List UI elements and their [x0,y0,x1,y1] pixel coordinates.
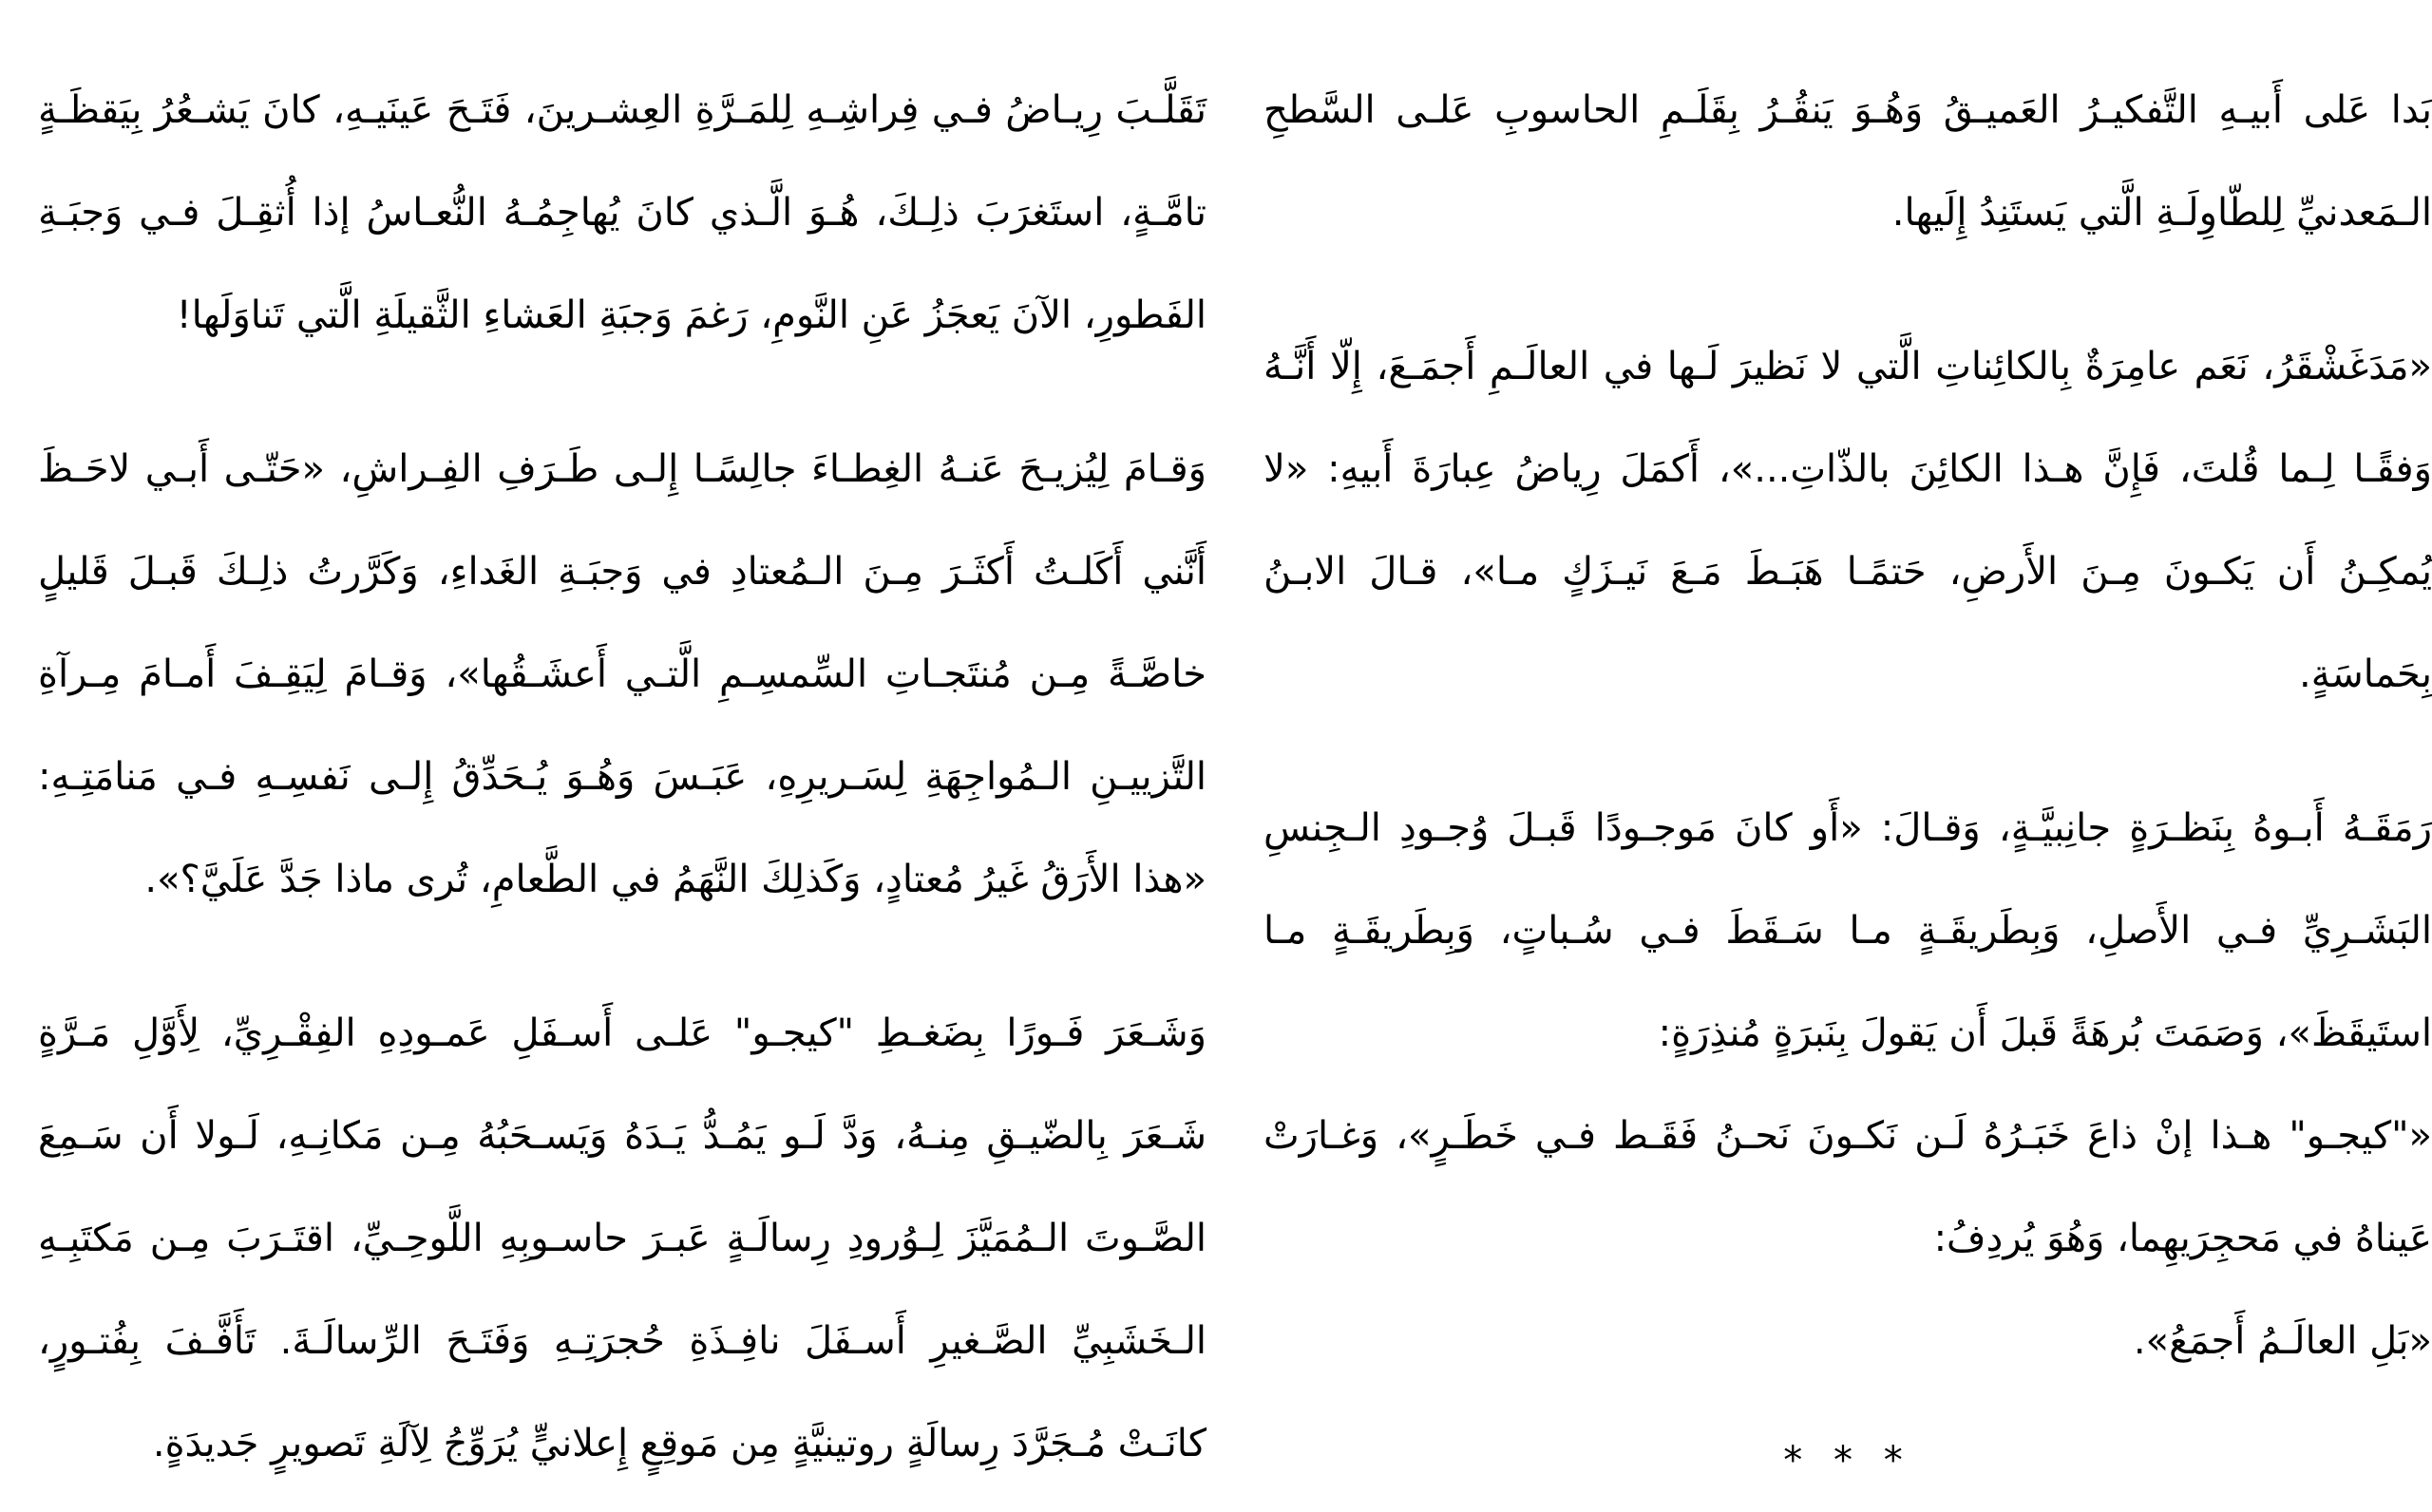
paragraph: وَقـامَ لِيُزيـحَ عَنـهُ الغِطـاءَ جالِسًـا إِلـى طَـرَفِ الفِـراشِ، «حَتّـى أَبـي لاحَـظَ أَنَّني أَكَلـتُ أَكثَـرَ مِـنَ الـمُعتادِ في وَجبَـةِ الغَداءِ، وَكَرَّرتُ ذلِـكَ قَبـلَ قَليلٍ خاصَّـةً مِـن مُنتَجـاتِ السِّمسِـمِ الَّتـي أَعشَـقُها»، وَقـامَ لِيَقِـفَ أَمـامَ مِـرآةِ التَّزييـنِ الـمُواجِهَةِ لِسَـريرِهِ، عَبَـسَ وَهُـوَ يُـحَدِّقُ إِلـى نَفسِـهِ فـي مَنامَتِـهِ: «هذا الأَرَقُ غَيرُ مُعتادٍ، وَكَذلِكَ النَّهَمُ في الطَّعامِ، تُرى ماذا جَدَّ عَلَيَّ؟». [38,447,1206,901]
paragraph: بَدا عَلى أَبيـهِ التَّفكيـرُ العَميـقُ وَهُـوَ يَنقُـرُ بِقَلَـمِ الحاسوبِ عَلـى السَّطحِ الـمَعدنيِّ لِلطّاوِلَـةِ الَّتي يَستَنِدُ إِلَيها. [1264,88,2432,235]
paragraph: «"كيجـو" هـذا إنْ ذاعَ خَبَـرُهُ لَـن نَكـونَ نَحـنُ فَقَـط فـي خَطَـرٍ»، وَغـارَتْ عَيناهُ في مَحجِرَيهِما، وَهُوَ يُردِفُ: [1264,1114,2432,1260]
section-separator: * * * [1783,1439,1912,1483]
paragraph: رَمَقَـهُ أَبـوهُ بِنَظـرَةٍ جانِبيَّـةٍ، وَقـالَ: «أَو كانَ مَوجـودًا قَبـلَ وُجـودِ الـجِنسِ البَشَـرِيِّ فـي الأَصلِ، وَبِطَريقَـةٍ مـا سَـقَطَ فـي سُـباتٍ، وَبِطَريقَـةٍ مـا استَيقَظَ»، وَصَمَتَ بُرهَةً قَبلَ أَن يَقولَ بِنَبرَةٍ مُنذِرَةٍ: [1264,806,2432,1055]
paragraph: وَشَـعَرَ فَـورًا بِضَغـطِ "كيجـو" عَلـى أَسـفَلِ عَمـودِهِ الفِقْـرِيِّ، لِأَوَّلِ مَـرَّةٍ شَـعَرَ بِالضّيـقِ مِنـهُ، وَدَّ لَـو يَمُـدُّ يَـدَهُ وَيَسـحَبُهُ مِـن مَكانِـهِ، لَـولا أَن سَـمِعَ الصَّـوتَ الـمُمَيَّزَ لِـوُرودِ رِسالَـةٍ عَبـرَ حاسـوبِهِ اللَّوحِـيِّ، اقتَـرَبَ مِـن مَكتَبِـهِ الـخَشَبِيِّ الصَّـغيرِ أَسـفَلَ نافِـذَةِ حُجرَتِـهِ وَفَتَـحَ الرِّسالَـةَ. تَأَفَّـفَ بِفُتـورٍ، كانَـتْ مُـجَرَّدَ رِسالَةٍ روتينيَّةٍ مِن مَوقِعٍ إِعلانيٍّ يُرَوِّجُ لِآلَةِ تَصويرٍ جَديدَةٍ. [38,1011,1206,1465]
paragraph: «بَلِ العالَـمُ أَجمَعُ». [2133,1319,2432,1363]
paragraph: تَقَلَّـبَ رِيـاضُ فـي فِراشِـهِ لِلمَـرَّةِ العِشـرينَ، فَتَـحَ عَينَيـهِ، كانَ يَشـعُرُ بِيَقظَـةٍ تامَّـةٍ، استَغرَبَ ذلِـكَ، هُـوَ الَّـذي كانَ يُهاجِمُـهُ النُّعـاسُ إذا أُثقِـلَ فـي وَجبَـةِ الفَطورِ، الآنَ يَعجَزُ عَنِ النَّومِ، رَغمَ وَجبَةِ العَشاءِ الثَّقيلَةِ الَّتي تَناوَلَها! [38,88,1206,337]
right-page-column [1264,59,2432,1512]
paragraph: «مَدَغَشْقَرُ، نَعَم عامِرَةٌ بِالكائِناتِ الَّتي لا نَظيرَ لَـها في العالَـمِ أَجمَـعَ، إِلّا أَنَّـهُ وَفقًـا لِـما قُلتَ، فَإِنَّ هـذا الكائِنَ بالذّاتِ...»، أَكمَلَ رِياضُ عِبارَةَ أَبيهِ: «لا يُمكِـنُ أَن يَكـونَ مِـنَ الأَرضِ، حَتمًـا هَبَـطَ مَـعَ نَيـزَكٍ مـا»، قـالَ الابـنُ بِحَماسَةٍ. [1264,345,2432,696]
left-page-column [38,59,1206,1512]
